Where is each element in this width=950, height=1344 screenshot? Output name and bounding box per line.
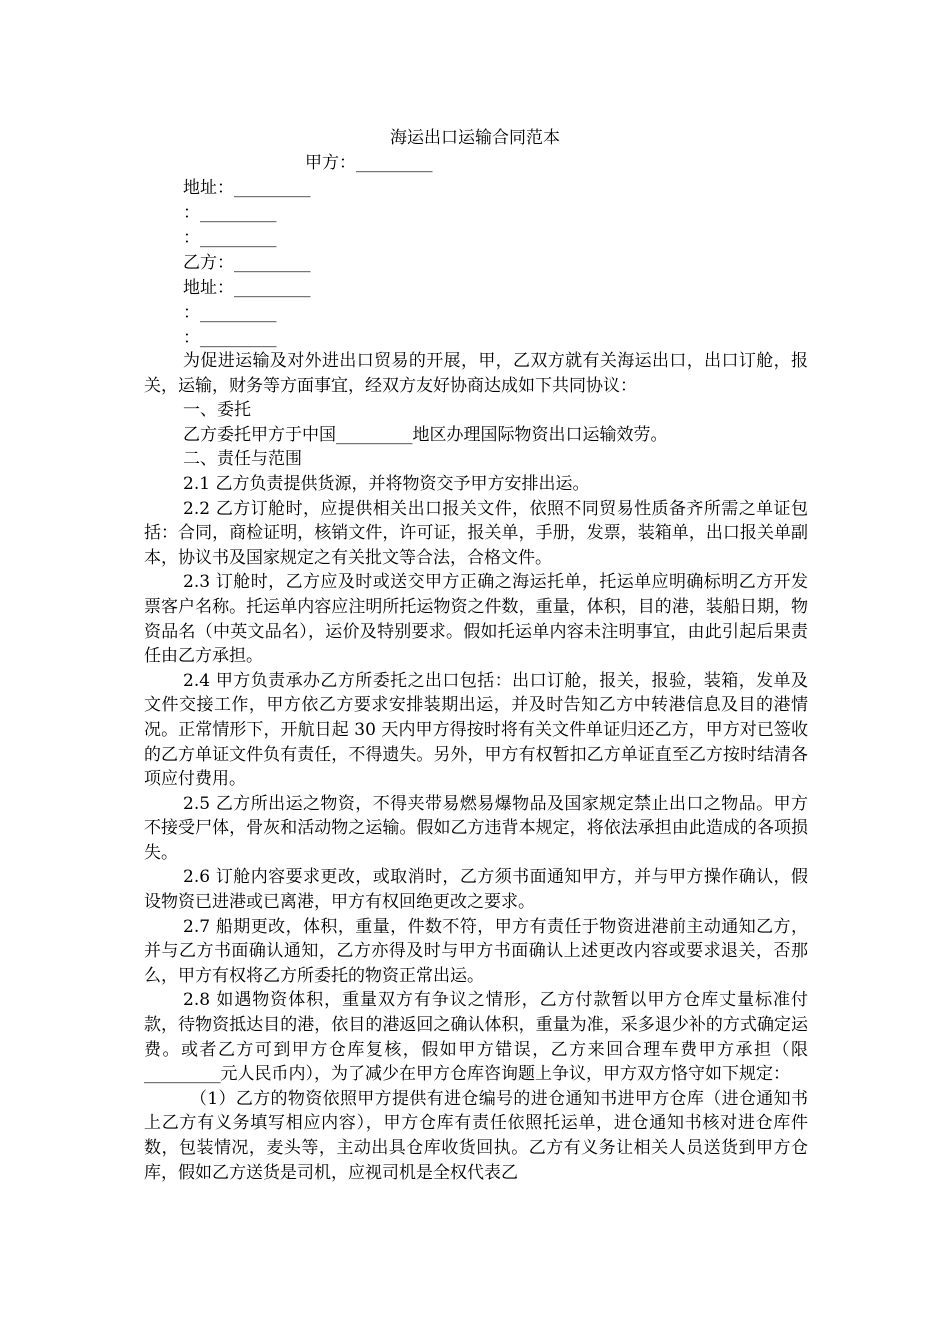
clause-2-1: 2.1 乙方负责提供货源，并将物资交予甲方安排出运。 <box>183 473 590 494</box>
contract-body <box>144 349 808 1185</box>
party-a-line: 甲方：_________ <box>305 153 433 173</box>
preamble-paragraph: 为促进运输及对外进出口贸易的开展，甲，乙双方就有关海运出口，出口订舱，报关，运输，财务等方面事宜，经双方友好协商达成如下共同协议： <box>144 351 808 396</box>
party-b-address-line: 地址：_________ <box>183 278 311 298</box>
clause-2-5: 2.5 乙方所出运之物资，不得夹带易燃易爆物品及国家规定禁止出口之物品。甲方不接受尸体，骨灰和活动物之运输。假如乙方违背本规定，将依法承担由此造成的各项损失。 <box>144 793 808 863</box>
document-title: 海运出口运输合同范本 <box>390 128 560 148</box>
clause-2-2: 2.2 乙方订舱时，应提供相关出口报关文件，依照不同贸易性质备齐所需之单证包括：合同，商检证明，核销文件，许可证，报关单，手册，发票，装箱单，出口报关单副本，协议书及国家规定之有关批文等合法，合格文件。 <box>144 498 808 568</box>
party-b-field-line: ：_________ <box>183 303 277 323</box>
party-b-field-line: ：_________ <box>183 328 277 348</box>
section-heading-entrust: 一、委托 <box>183 400 251 421</box>
party-a-field-line: ：_________ <box>183 228 277 248</box>
party-b-line: 乙方：_________ <box>183 253 311 273</box>
clause-2-3: 2.3 订舱时，乙方应及时或送交甲方正确之海运托单，托运单应明确标明乙方开发票客户名称。托运单内容应注明所托运物资之件数，重量，体积，目的港，装船日期，物资品名（中英文品名），运价及特别要求。假如托运单内容未注明事宜，由此引起后果责任由乙方承担。 <box>144 572 808 667</box>
entrust-paragraph: 乙方委托甲方于中国_________地区办理国际物资出口运输效劳。 <box>183 424 668 445</box>
clause-2-8: 2.8 如遇物资体积，重量双方有争议之情形，乙方付款暂以甲方仓库丈量标准付款，待物资抵达目的港，依目的港返回之确认体积，重量为准，采多退少补的方式确定运费。或者乙方可到甲方仓库复核，假如甲方错误，乙方来回合理车费甲方承担（限_________元人民币内），为了减少在甲方仓库咨询题上争议，甲方双方恪守如下规定： <box>144 990 808 1085</box>
party-a-field-line: ：_________ <box>183 203 277 223</box>
clause-2-7: 2.7 船期更改，体积，重量，件数不符，甲方有责任于物资进港前主动通知乙方，并与乙方书面确认通知，乙方亦得及时与甲方书面确认上述更改内容或要求退关，否那么，甲方有权将乙方所委托的物资正常出运。 <box>144 916 808 986</box>
clause-2-4: 2.4 甲方负责承办乙方所委托之出口包括：出口订舱，报关，报验，装箱，发单及文件交接工作，甲方依乙方要求安排装期出运，并及时告知乙方中转港信息及目的港情况。正常情形下，开航日起 30 天内甲方得按时将有关文件单证归还乙方，甲方对已签收的乙方单证文件负有责任，不得遗失。另外，甲方有权暂扣乙方单证直至乙方按时结清各项应付费用。 <box>144 670 808 790</box>
clause-2-6: 2.6 订舱内容要求更改，或取消时，乙方须书面通知甲方，并与甲方操作确认，假设物资已进港或已离港，甲方有权回绝更改之要求。 <box>144 867 808 913</box>
party-a-address-line: 地址：_________ <box>183 178 311 198</box>
section-heading-scope: 二、责任与范围 <box>183 449 302 470</box>
clause-2-8-item-1: （1）乙方的物资依照甲方提供有进仓编号的进仓通知书进甲方仓库（进仓通知书上乙方有义务填写相应内容），甲方仓库有责任依照托运单，进仓通知书核对进仓库件数，包装情况，麦头等，主动出具仓库收货回执。乙方有义务让相关人员送货到甲方仓库，假如乙方送货是司机，应视司机是全权代表乙 <box>144 1088 808 1183</box>
